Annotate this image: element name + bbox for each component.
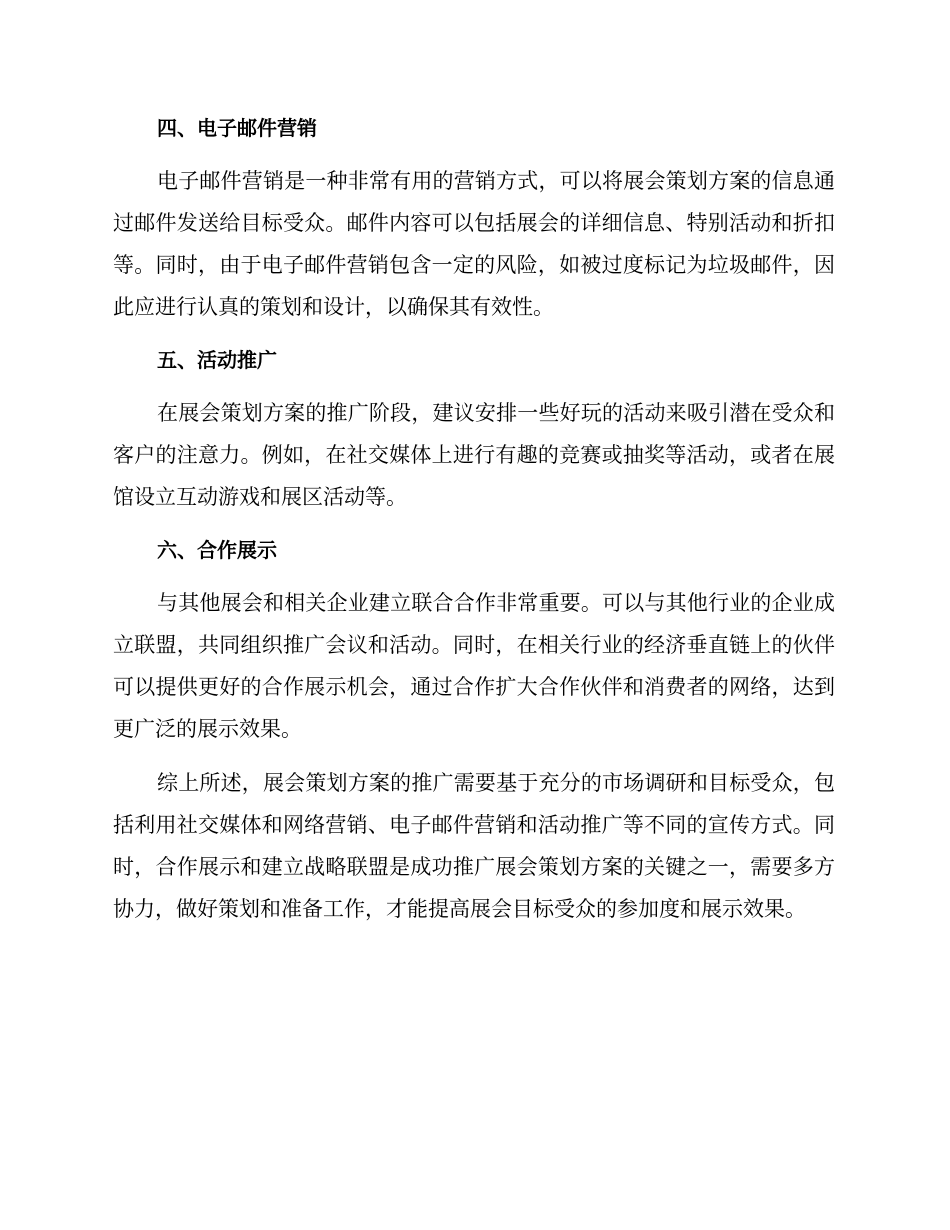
section-paragraph-email-marketing: 电子邮件营销是一种非常有用的营销方式，可以将展会策划方案的信息通过邮件发送给目标受众。邮件内容可以包括展会的详细信息、特别活动和折扣等。同时，由于电子邮件营销包含一定的风险，如被过度标记为垃圾邮件，因此应进行认真的策划和设计，以确保其有效性。 [113, 169, 835, 319]
conclusion-paragraph: 综上所述，展会策划方案的推广需要基于充分的市场调研和目标受众，包括利用社交媒体和网络营销、电子邮件营销和活动推广等不同的宣传方式。同时，合作展示和建立战略联盟是成功推广展会策划方案的关键之一，需要多方协力，做好策划和准备工作，才能提高展会目标受众的参加度和展示效果。 [113, 771, 835, 921]
section-heading-cooperation-display: 六、合作展示 [157, 538, 277, 562]
document-body [113, 108, 835, 942]
section-heading-event-promotion: 五、活动推广 [157, 348, 277, 372]
section-paragraph-event-promotion: 在展会策划方案的推广阶段，建议安排一些好玩的活动来吸引潜在受众和客户的注意力。例如，在社交媒体上进行有趣的竞赛或抽奖等活动，或者在展馆设立互动游戏和展区活动等。 [113, 401, 835, 509]
section-paragraph-cooperation-display: 与其他展会和相关企业建立联合合作非常重要。可以与其他行业的企业成立联盟，共同组织推广会议和活动。同时，在相关行业的经济垂直链上的伙伴可以提供更好的合作展示机会，通过合作扩大合作伙伴和消费者的网络，达到更广泛的展示效果。 [113, 591, 835, 741]
section-heading-email-marketing: 四、电子邮件营销 [157, 116, 317, 140]
